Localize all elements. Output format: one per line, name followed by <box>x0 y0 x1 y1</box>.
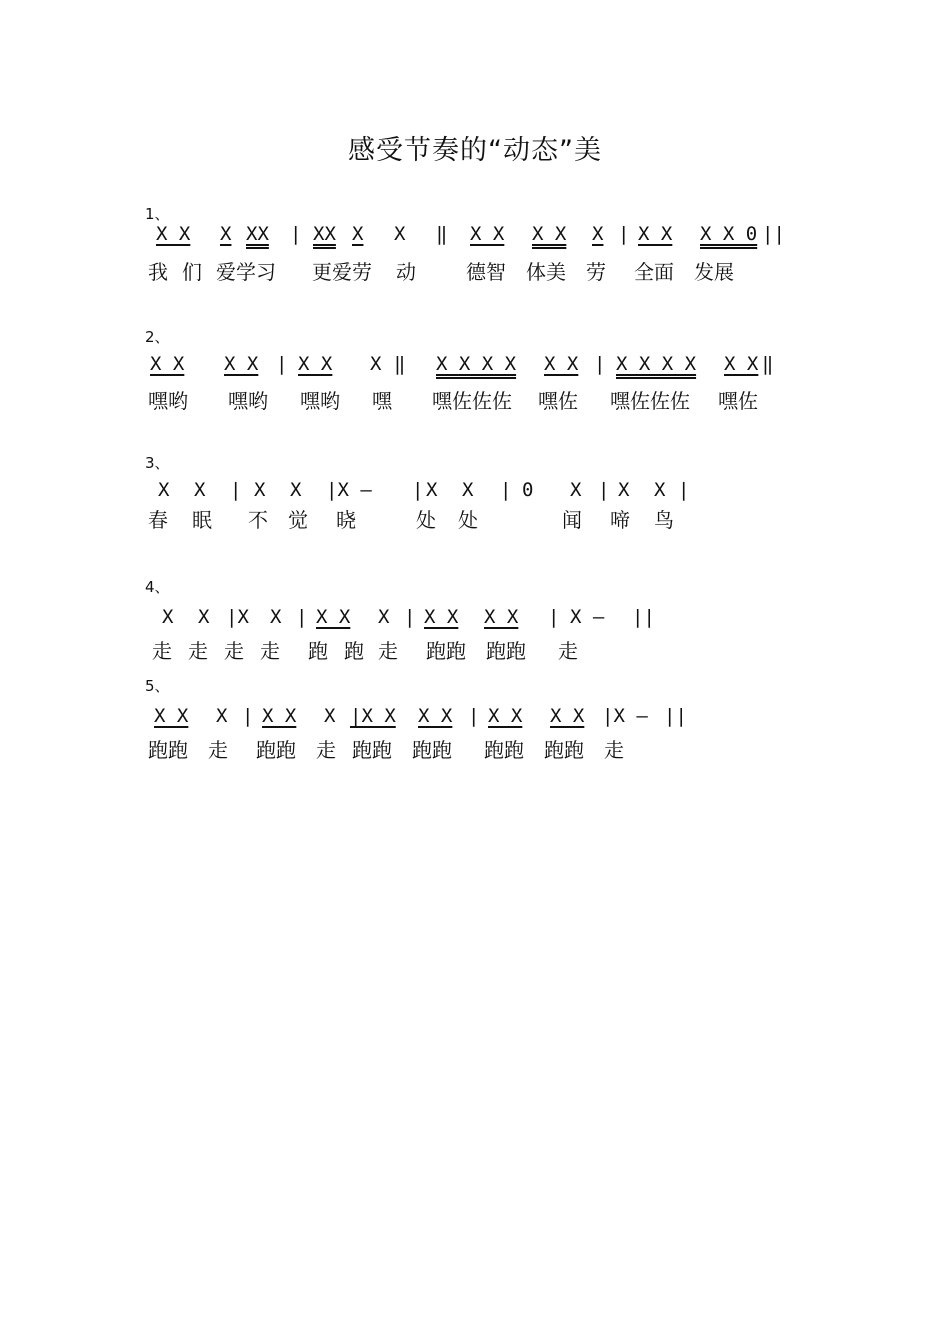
section-number: 4、 <box>145 578 170 596</box>
note-hold: |X — <box>602 705 648 727</box>
note-group: X X X X <box>436 353 517 375</box>
note: X <box>270 606 282 628</box>
note-group: X X X X <box>616 353 697 375</box>
section-number: 1、 <box>145 205 170 223</box>
lyric: 我 <box>148 260 168 284</box>
lyric: 体美 <box>526 260 566 284</box>
barline: | <box>242 705 254 727</box>
note-group: X X <box>316 606 351 628</box>
lyric: 春 <box>148 508 168 532</box>
note-group: X X <box>484 606 519 628</box>
lyric: 跑跑 <box>256 738 296 762</box>
note: X <box>324 705 336 727</box>
lyric: 不 <box>248 508 268 532</box>
lyric: 走 <box>378 639 398 663</box>
note-group: X X <box>224 353 259 375</box>
lyric: 嘿哟 <box>228 389 268 413</box>
note-group: X X <box>154 705 189 727</box>
note: X <box>290 479 302 501</box>
page-title: 感受节奏的“动态”美 <box>348 135 602 166</box>
note-hold: |X — <box>326 479 372 501</box>
double-barline: ‖ <box>394 353 406 375</box>
note: X <box>378 606 390 628</box>
section-number: 3、 <box>145 454 170 472</box>
note: |X <box>226 606 249 628</box>
lyric: 走 <box>188 639 208 663</box>
barline: | <box>678 479 690 501</box>
note: X <box>198 606 210 628</box>
note-group: X X <box>298 353 333 375</box>
note-group: X X <box>544 353 579 375</box>
lyric: 发展 <box>694 260 734 284</box>
lyric: 跑跑 <box>484 738 524 762</box>
note-group: XX <box>246 223 269 245</box>
lyric: 走 <box>558 639 578 663</box>
lyric: 走 <box>604 738 624 762</box>
lyric: 跑 <box>344 639 364 663</box>
rest: 0 <box>522 479 534 501</box>
lyric: 嘿佐佐佐 <box>610 389 690 413</box>
lyric: 嘿 <box>372 389 392 413</box>
lyric: 爱学习 <box>216 260 276 284</box>
note-hold: X — <box>570 606 605 628</box>
note-group: X X <box>424 606 459 628</box>
lyric: 啼 <box>610 508 630 532</box>
lyric: 跑跑 <box>352 738 392 762</box>
lyric: 鸟 <box>654 508 674 532</box>
lyric: 跑跑 <box>544 738 584 762</box>
note: X <box>654 479 666 501</box>
lyric: 劳 <box>586 260 606 284</box>
lyric: 德智 <box>466 260 506 284</box>
note: X <box>216 705 228 727</box>
section-number: 2、 <box>145 328 170 346</box>
barline: | <box>404 606 416 628</box>
barline: | <box>276 353 288 375</box>
note: X <box>158 479 170 501</box>
lyric: 跑跑 <box>426 639 466 663</box>
lyric: 跑跑 <box>412 738 452 762</box>
note: X <box>162 606 174 628</box>
lyric: 闻 <box>562 508 582 532</box>
barline: | <box>468 705 480 727</box>
note-group: XX <box>313 223 336 245</box>
lyric: 嘿佐 <box>718 389 758 413</box>
note-group: X X 0 <box>700 223 758 245</box>
lyric: 走 <box>152 639 172 663</box>
barline: | <box>296 606 308 628</box>
barline: | <box>598 479 610 501</box>
lyric: 们 <box>182 260 202 284</box>
double-barline: ‖ <box>436 223 448 245</box>
note: X <box>618 479 630 501</box>
note-group: X <box>370 353 382 375</box>
note-group: X X <box>550 705 585 727</box>
note-group: X X <box>470 223 505 245</box>
lyric: 处 <box>416 508 436 532</box>
note: X <box>570 479 582 501</box>
note: X <box>462 479 474 501</box>
lyric: 走 <box>224 639 244 663</box>
lyric: 处 <box>458 508 478 532</box>
lyric: 晓 <box>336 508 356 532</box>
lyric: 跑 <box>308 639 328 663</box>
lyric: 嘿佐 <box>538 389 578 413</box>
lyric: 嘿哟 <box>300 389 340 413</box>
end-barline: || <box>664 705 687 727</box>
note-group: X <box>352 223 364 245</box>
lyric: 全面 <box>634 260 674 284</box>
lyric: 眠 <box>192 508 212 532</box>
note-group: X X <box>638 223 673 245</box>
lyric: 觉 <box>288 508 308 532</box>
lyric: 跑跑 <box>148 738 188 762</box>
note-group: X X <box>150 353 185 375</box>
note-group: X X <box>532 223 567 245</box>
lyric: 走 <box>260 639 280 663</box>
note-group: |X X <box>350 705 396 727</box>
end-barline: || <box>762 223 785 245</box>
barline: | <box>290 223 302 245</box>
double-barline: ‖ <box>762 353 774 375</box>
lyric: 嘿哟 <box>148 389 188 413</box>
note-group: X <box>394 223 406 245</box>
note-group: X <box>592 223 604 245</box>
barline: | <box>594 353 606 375</box>
section-number: 5、 <box>145 677 170 695</box>
note-group: X X <box>156 223 191 245</box>
lyric: 走 <box>208 738 228 762</box>
note-group: X <box>220 223 232 245</box>
note-group: X X <box>488 705 523 727</box>
barline: | <box>500 479 512 501</box>
note: X <box>426 479 438 501</box>
note: X <box>254 479 266 501</box>
barline: | <box>230 479 242 501</box>
barline: | <box>548 606 560 628</box>
barline: | <box>618 223 630 245</box>
lyric: 嘿佐佐佐 <box>432 389 512 413</box>
note: X <box>194 479 206 501</box>
end-barline: || <box>632 606 655 628</box>
barline: | <box>412 479 424 501</box>
lyric: 跑跑 <box>486 639 526 663</box>
lyric: 更爱劳 <box>312 260 372 284</box>
note-group: X X <box>418 705 453 727</box>
lyric: 动 <box>396 260 416 284</box>
note-group: X X <box>724 353 759 375</box>
note-group: X X <box>262 705 297 727</box>
lyric: 走 <box>316 738 336 762</box>
